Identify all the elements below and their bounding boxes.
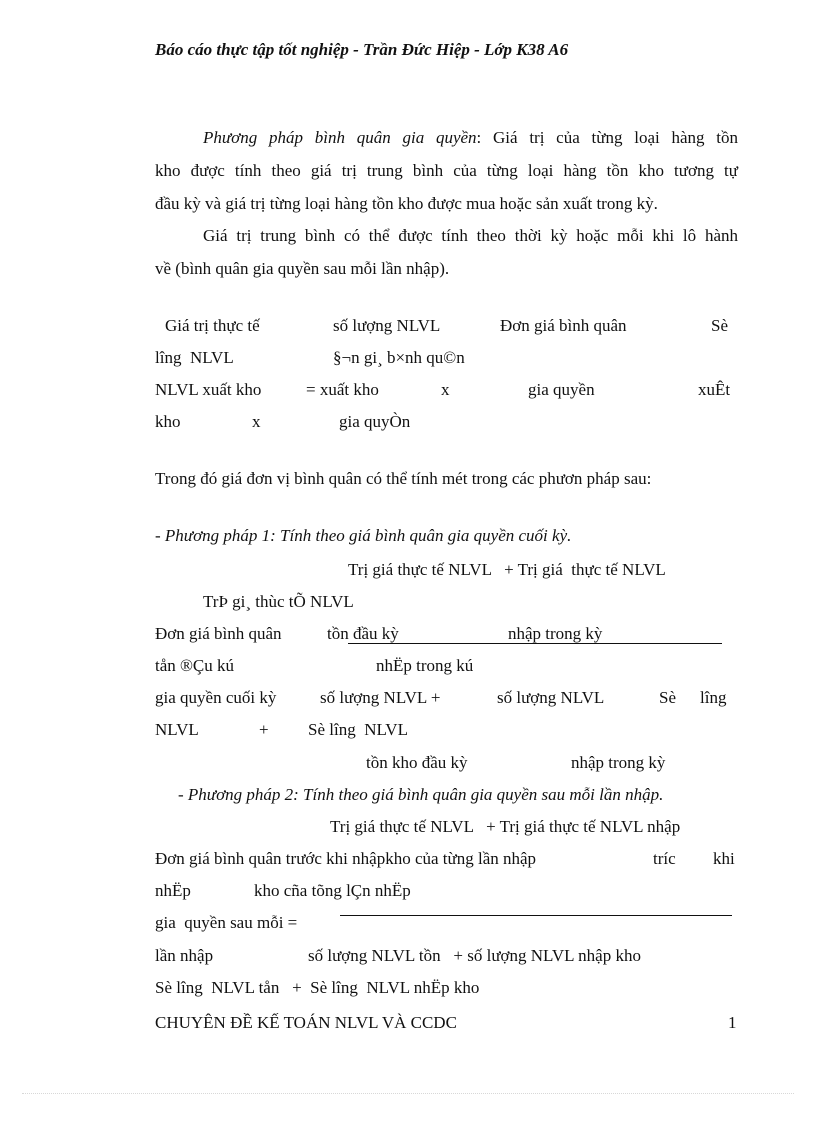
formula-label: gia quyền cuối kỳ: [155, 688, 277, 707]
formula-label: nhËp trong kú: [376, 656, 474, 675]
formula-label: số lượng NLVL: [497, 688, 605, 707]
formula-label: Sè: [711, 316, 728, 335]
formula-operator: x: [252, 412, 261, 431]
formula-label: lîng: [700, 688, 727, 707]
methods-intro: Trong đó giá đơn vị bình quân có thể tính mét trong các phươn pháp sau:: [155, 469, 652, 488]
paragraph-1-line-1: Phương pháp bình quân gia quyền: Giá trị của từng loại hàng tồn: [203, 128, 738, 147]
formula-label: §¬n gi¸ b×nh qu©n: [333, 348, 465, 367]
formula-label: nhËp: [155, 881, 191, 900]
formula-label: Đơn giá bình quân: [500, 316, 627, 335]
formula-label: gia quyền: [528, 380, 595, 399]
formula-label: NLVL: [155, 720, 199, 739]
paragraph-2-line-1: Giá trị trung bình có thể được tính theo thời kỳ hoặc mỗi khi lô hành: [203, 226, 738, 245]
formula-label: Đơn giá bình quân trước khi nhậpkho của từng lần nhập: [155, 849, 537, 868]
formula-label: Đơn giá bình quân: [155, 624, 282, 643]
formula-label: kho cña tõng lÇn nhËp: [254, 881, 411, 900]
formula-label: Sè lîng NLVL: [308, 720, 408, 739]
paragraph-1-line-2: kho được tính theo giá trị trung bình của từng loại hàng tồn kho tương tự: [155, 161, 738, 180]
formula-label: Giá trị thực tế: [165, 316, 260, 335]
method-1-title: - Phương pháp 1: Tính theo giá bình quân gia quyền cuối kỳ.: [155, 526, 572, 545]
method-1-numerator: Trị giá thực tế NLVL + Trị giá thực tế NLVL: [348, 560, 666, 579]
formula-label: tồn kho đầu kỳ: [366, 753, 468, 772]
formula-label: Sè lîng NLVL tån + Sè lîng NLVL nhËp kho: [155, 978, 480, 997]
page-footer-title: CHUYÊN ĐỀ KẾ TOÁN NLVL VÀ CCDC: [155, 1013, 457, 1032]
formula-label: TrÞ gi¸ thùc tÕ NLVL: [203, 592, 354, 611]
page-number: 1: [728, 1013, 737, 1032]
page-break-separator: [22, 1093, 794, 1094]
formula-label: NLVL xuất kho: [155, 380, 262, 399]
formula-label: số lượng NLVL: [333, 316, 441, 335]
formula-label: số lượng NLVL +: [320, 688, 441, 707]
page-header: Báo cáo thực tập tốt nghiệp - Trần Đức Hiệp - Lớp K38 A6: [155, 40, 569, 59]
formula-label: lần nhập: [155, 946, 214, 965]
formula-operator: x: [441, 380, 450, 399]
formula-label: gia quyền sau mỗi =: [155, 913, 298, 932]
formula-label: lîng NLVL: [155, 348, 234, 367]
formula-label: tồn đầu kỳ: [327, 624, 399, 643]
formula-label: nhập trong kỳ: [508, 624, 603, 643]
formula-label: kho: [155, 412, 181, 431]
formula-label: tån ®Çu kú: [155, 656, 235, 675]
formula-label: xuÊt: [698, 380, 731, 399]
formula-label: tríc: [653, 849, 676, 868]
paragraph-2-line-2: về (bình quân gia quyền sau mỗi lần nhập).: [155, 259, 450, 278]
term-weighted-average: Phương pháp bình quân gia quyền: [203, 128, 477, 147]
formula-label: nhập trong kỳ: [571, 753, 666, 772]
formula-label: khi: [713, 849, 735, 868]
paragraph-1-line-3: đầu kỳ và giá trị từng loại hàng tồn kho được mua hoặc sản xuất trong kỳ.: [155, 194, 658, 213]
formula-label: gia quyÒn: [339, 412, 411, 431]
method-2-title: - Phương pháp 2: Tính theo giá bình quân gia quyền sau mỗi lần nhập.: [178, 785, 664, 804]
formula-operator: +: [259, 720, 269, 739]
formula-label: số lượng NLVL tồn + số lượng NLVL nhập kho: [308, 946, 641, 965]
formula-label: = xuất kho: [306, 380, 379, 399]
method-2-numerator: Trị giá thực tế NLVL + Trị giá thực tế NLVL nhập: [330, 817, 681, 836]
formula-label: Sè: [659, 688, 676, 707]
fraction-line: [340, 915, 732, 916]
